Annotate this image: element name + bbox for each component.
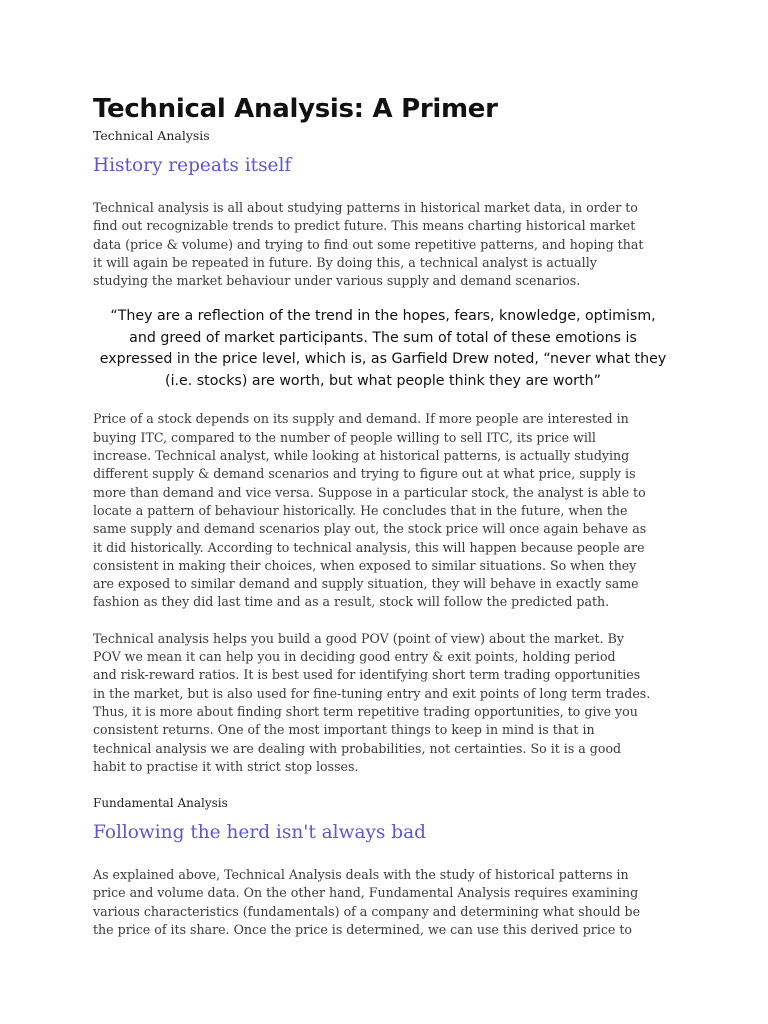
- document-page: [93, 92, 673, 939]
- paragraph-fundamental: As explained above, Technical Analysis deals with the study of historical patterns in price and volume data. On the other hand, Fundamental Analysis requires examining various characteristics (fundamentals) of a company and determining what should be the price of its share. Once the price is determined, we can use this derived price to: [93, 867, 641, 938]
- page-title: Technical Analysis: A Primer: [93, 94, 498, 124]
- section-label-fundamental: Fundamental Analysis: [93, 796, 228, 811]
- section-heading-history: History repeats itself: [93, 155, 292, 176]
- paragraph-supply-demand: Price of a stock depends on its supply and demand. If more people are interested in buying ITC, compared to the number of people willing to sell ITC, its price will increase. Technical analyst, while looking at historical patterns, is actually studying different supply & demand scenarios and trying to figure out at what price, supply is more than demand and vice versa. Suppose in a particular stock, the analyst is able to locate a pattern of behaviour historically. He concludes that in the future, when the same supply and demand scenarios play out, the stock price will once again behave as it did historically. According to technical analysis, this will happen because people are consistent in making their choices, when exposed to similar situations. So when they are exposed to similar demand and supply situation, they will behave in exactly same fashion as they did last time and as a result, stock will follow the predicted path.: [93, 411, 647, 610]
- section-heading-herd: Following the herd isn't always bad: [93, 822, 427, 844]
- block-quote: “They are a reflection of the trend in the hopes, fears, knowledge, optimism, and greed of market participants. The sum of total of these emotions is expressed in the price level, which is, as Garfield Drew noted, “never what they (i.e. stocks) are worth, but what people think they are worth”: [99, 308, 667, 389]
- page-subtitle: Technical Analysis: [93, 128, 210, 143]
- paragraph-intro: Technical analysis is all about studying patterns in historical market data, in order to find out recognizable trends to predict future. This means charting historical market data (price & volume) and trying to find out some repetitive patterns, and hoping that it will again be repeated in future. By doing this, a technical analyst is actually studying the market behaviour under various supply and demand scenarios.: [93, 200, 644, 289]
- paragraph-pov: Technical analysis helps you build a good POV (point of view) about the market. By POV we mean it can help you in deciding good entry & exit points, holding period and risk-reward ratios. It is best used for identifying short term trading opportunities in the market, but is also used for fine-tuning entry and exit points of long term trades. Thus, it is more about finding short term repetitive trading opportunities, to give you consistent returns. One of the most important things to keep in mind is that in technical analysis we are dealing with probabilities, not certainties. So it is a good habit to practise it with strict stop losses.: [93, 630, 651, 774]
